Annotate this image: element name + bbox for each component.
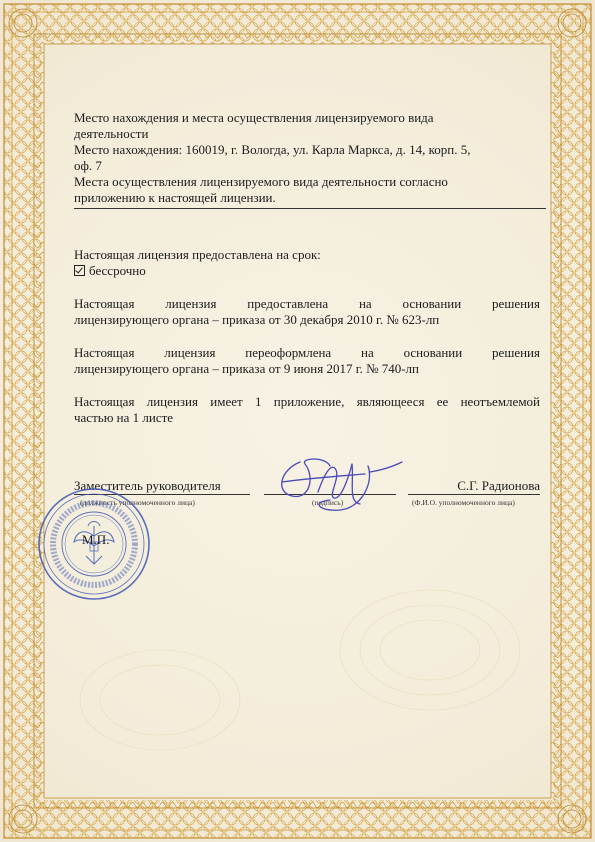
term-section — [74, 247, 540, 279]
signature-caption: (подпись) — [312, 498, 344, 507]
basis-line-cont: лицензирующего органа – приказа от 30 декабря 2010 г. № 623-лп — [74, 312, 440, 327]
appendix-line-cont: частью на 1 листе — [74, 410, 174, 425]
term-option — [74, 263, 540, 279]
checkbox-checked-icon — [74, 265, 85, 276]
location-heading-cont: деятельности — [74, 126, 149, 141]
position-caption: (должность уполномоченного лица) — [80, 498, 195, 507]
basis-line: Настоящая лицензия предоставлена на основании решения — [74, 296, 540, 311]
location-heading: Место нахождения и места осуществления лицензируемого вида — [74, 110, 434, 125]
reissue-line-cont: лицензирующего органа – приказа от 9 июня 2017 г. № 740-лп — [74, 361, 419, 376]
address-line-cont: оф. 7 — [74, 158, 102, 173]
places-line: Места осуществления лицензируемого вида деятельности согласно — [74, 174, 448, 189]
license-text — [74, 110, 540, 426]
reissue-section — [74, 345, 540, 377]
address-line: Место нахождения: 160019, г. Вологда, ул. Карла Маркса, д. 14, корп. 5, — [74, 142, 471, 157]
handwritten-signature — [270, 452, 410, 522]
seal-label: М.П. — [82, 532, 110, 547]
name-caption: (Ф.И.О. уполномоченного лица) — [412, 498, 515, 507]
appendix-line: Настоящая лицензия имеет 1 приложение, являющееся ее неотъемлемой — [74, 394, 540, 409]
appendix-section — [74, 394, 540, 426]
reissue-line: Настоящая лицензия переоформлена на основании решения — [74, 345, 540, 360]
signer-name: С.Г. Радионова — [457, 478, 540, 493]
term-heading: Настоящая лицензия предоставлена на срок: — [74, 247, 321, 262]
basis-section — [74, 296, 540, 328]
location-section — [74, 110, 540, 209]
term-value: бессрочно — [89, 263, 146, 278]
places-line-cont: приложению к настоящей лицензии. — [74, 190, 276, 205]
name-underline — [408, 494, 540, 495]
signer-position: Заместитель руководителя — [74, 478, 221, 493]
